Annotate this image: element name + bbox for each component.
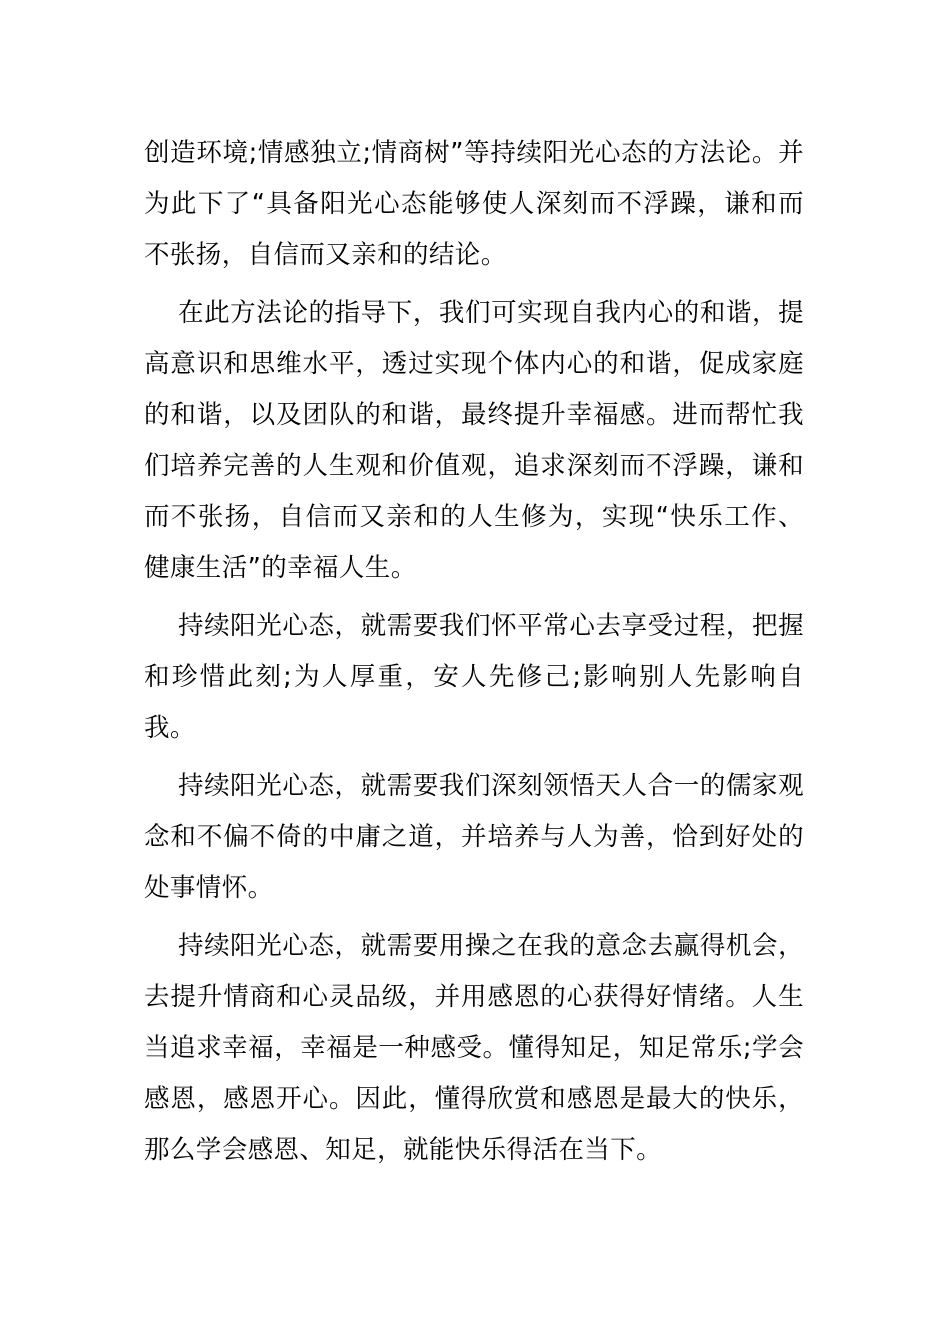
paragraph: 持续阳光心态，就需要我们深刻领悟天人合一的儒家观念和不偏不倚的中庸之道，并培养与人为善，恰到好处的处事情怀。 (144, 771, 804, 903)
paragraph: 在此方法论的指导下，我们可实现自我内心的和谐，提高意识和思维水平，透过实现个体内心的和谐，促成家庭的和谐，以及团队的和谐，最终提升幸福感。进而帮忙我们培养完善的人生观和价值观，追求深刻而不浮躁，谦和而不张扬，自信而又亲和的人生修为，实现“快乐工作、健康生活”的幸福人生。 (144, 298, 804, 583)
document-body (144, 128, 804, 1183)
paragraph: 持续阳光心态，就需要用操之在我的意念去赢得机会，去提升情商和心灵品级，并用感恩的心获得好情绪。人生当追求幸福，幸福是一种感受。懂得知足，知足常乐;学会感恩，感恩开心。因此，懂得欣赏和感恩是最大的快乐，那么学会感恩、知足，就能快乐得活在当下。 (144, 931, 804, 1165)
paragraph: 持续阳光心态，就需要我们怀平常心去享受过程，把握和珍惜此刻;为人厚重，安人先修己;影响别人先影响自我。 (144, 611, 804, 743)
paragraph-continuation: 创造环境;情感独立;情商树”等持续阳光心态的方法论。并为此下了“具备阳光心态能够使人深刻而不浮躁，谦和而不张扬，自信而又亲和的结论。 (144, 138, 804, 270)
